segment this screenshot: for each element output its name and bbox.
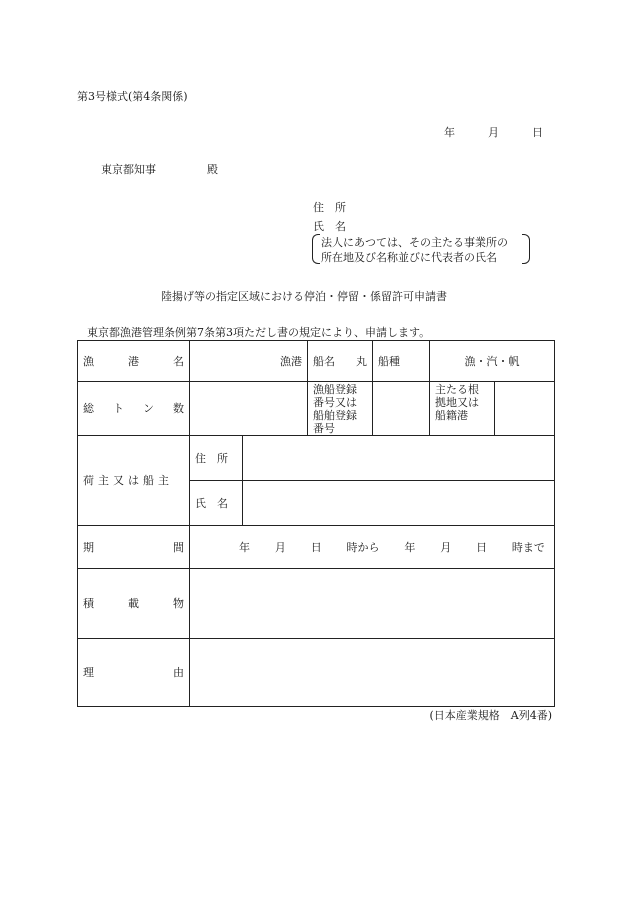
honorific: 殿 — [207, 163, 218, 176]
row-owner-address — [78, 436, 555, 481]
date-month: 月 — [488, 126, 499, 139]
cargo-label: 積 載 物 — [78, 569, 190, 639]
row-cargo — [78, 569, 555, 639]
application-table — [77, 340, 555, 707]
tonnage-label: 総 ト ン 数 — [78, 382, 190, 436]
owner-address-field[interactable] — [243, 436, 555, 481]
home-port-field[interactable] — [495, 382, 555, 436]
owner-label: 荷主又は船主 — [78, 436, 190, 526]
period-label: 期 間 — [78, 526, 190, 569]
corporate-note-line1: 法人にあつては、その主たる事業所の — [321, 236, 508, 249]
ship-type-value[interactable]: 漁・汽・帆 — [430, 341, 555, 382]
owner-name-field[interactable] — [243, 481, 555, 526]
tonnage-field[interactable] — [190, 382, 308, 436]
registration-number-field[interactable] — [373, 382, 430, 436]
row-period — [78, 526, 555, 569]
period-field[interactable]: 年 月 日 時から 年 月 日 時まで — [190, 526, 555, 569]
owner-address-label: 住 所 — [190, 436, 243, 481]
intro-text: 東京都漁港管理条例第7条第3項ただし書の規定により、申請します。 — [87, 326, 431, 339]
corporate-note — [312, 234, 530, 264]
document-title: 陸揚げ等の指定区域における停泊・停留・係留許可申請書 — [161, 290, 447, 303]
ship-name-label: 船名 — [313, 354, 335, 368]
ship-suffix: 丸 — [356, 354, 367, 368]
form-number: 第3号様式(第4条関係) — [77, 90, 188, 103]
date-year: 年 — [444, 126, 455, 139]
date-day: 日 — [532, 126, 543, 139]
row-port — [78, 341, 555, 382]
cargo-field[interactable] — [190, 569, 555, 639]
right-bracket — [522, 234, 530, 264]
corporate-note-line2: 所在地及び名称並びに代表者の氏名 — [321, 251, 497, 264]
reason-label: 理 由 — [78, 639, 190, 707]
row-tonnage — [78, 382, 555, 436]
row-reason — [78, 639, 555, 707]
port-suffix: 漁港 — [280, 354, 302, 368]
left-bracket — [312, 234, 320, 264]
paper-size-note: (日本産業規格 A列4番) — [429, 709, 552, 722]
port-name-label: 漁 港 名 — [78, 341, 190, 382]
reason-field[interactable] — [190, 639, 555, 707]
applicant-name-label: 氏 名 — [313, 220, 346, 233]
port-name-field[interactable] — [190, 341, 308, 382]
addressee: 東京都知事 — [101, 163, 156, 176]
ship-type-label: 船種 — [373, 341, 430, 382]
registration-number-label: 漁船登録番号又は船舶登録番号 — [308, 382, 373, 436]
date-line — [444, 124, 543, 140]
applicant-address-label: 住 所 — [313, 201, 346, 214]
ship-name-field[interactable] — [308, 341, 373, 382]
owner-name-label: 氏 名 — [190, 481, 243, 526]
home-port-label: 主たる根拠地又は船籍港 — [430, 382, 495, 436]
